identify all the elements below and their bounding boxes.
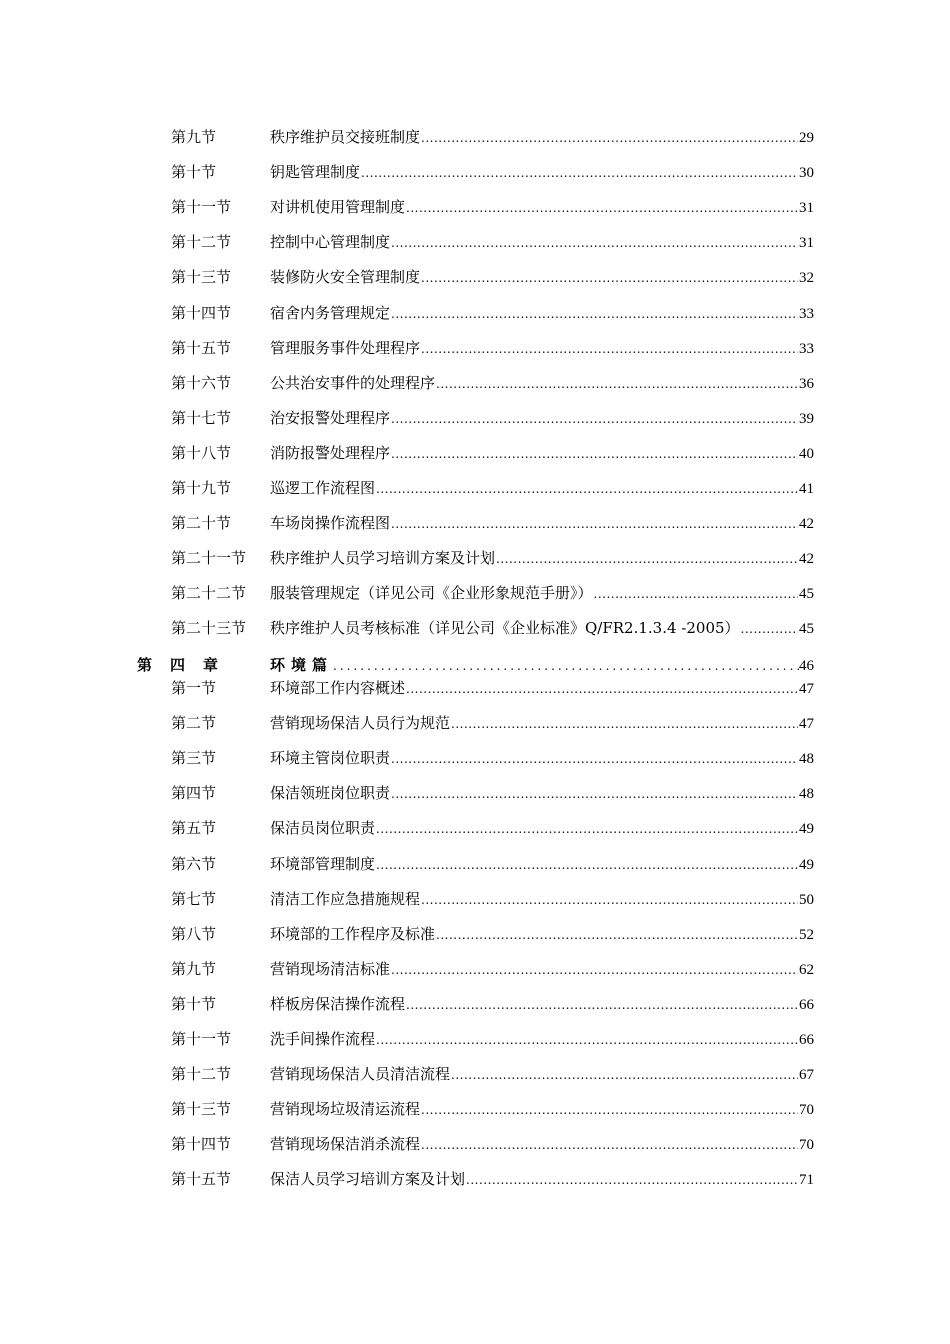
toc-entry[interactable] (171, 712, 814, 734)
page-number: 41 (799, 481, 814, 497)
page-number: 47 (799, 716, 814, 733)
page-number: 67 (799, 1067, 814, 1084)
chapter-number: 第四章 (137, 656, 237, 674)
dot-leader (391, 783, 798, 805)
section-number: 第二十二节 (171, 584, 247, 603)
toc-entry[interactable] (171, 958, 814, 980)
section-title: 环境部的工作程序及标准 (270, 924, 436, 943)
page-number: 32 (799, 270, 814, 287)
toc-entry[interactable] (171, 923, 814, 945)
dot-leader (741, 618, 798, 640)
section-number: 第十三节 (171, 1100, 232, 1119)
section-title: 营销现场保洁人员行为规范 (270, 714, 451, 733)
section-title: 服装管理规定（详见公司《企业形象规范手册》） (270, 584, 593, 603)
section-title: 对讲机使用管理制度 (270, 198, 406, 217)
chapter-title: 环境篇 (270, 656, 334, 674)
dot-leader (376, 1029, 798, 1051)
dot-leader (594, 583, 798, 605)
page-number: 33 (799, 305, 814, 322)
toc-entry[interactable] (171, 1168, 814, 1190)
page-number: 42 (799, 551, 814, 568)
section-title: 保洁人员学习培训方案及计划 (270, 1170, 466, 1189)
section-number: 第二十三节 (171, 619, 247, 638)
dot-leader (391, 748, 798, 770)
section-title: 管理服务事件处理程序 (270, 338, 421, 357)
dot-leader (391, 303, 798, 325)
toc-entry[interactable] (171, 993, 814, 1015)
dot-leader (391, 408, 798, 430)
page-number: 40 (799, 445, 814, 462)
dot-leader (376, 854, 798, 876)
dot-leader (451, 713, 798, 735)
page-number: 45 (799, 621, 814, 638)
section-number: 第五节 (171, 819, 217, 838)
section-title: 控制中心管理制度 (270, 233, 391, 252)
section-number: 第十一节 (171, 198, 232, 217)
section-number: 第十四节 (171, 303, 232, 322)
section-title: 保洁领班岗位职责 (270, 784, 391, 803)
toc-entry[interactable] (171, 888, 814, 910)
dot-leader (333, 655, 799, 677)
toc-entry[interactable] (171, 1028, 814, 1050)
page-number: 48 (799, 751, 814, 768)
dot-leader (391, 513, 798, 535)
dot-leader (421, 338, 798, 360)
toc-entry[interactable] (171, 617, 814, 639)
toc-chapter-heading[interactable] (137, 654, 814, 676)
toc-entry[interactable] (171, 161, 814, 183)
section-title: 装修防火安全管理制度 (270, 268, 421, 287)
page-number: 50 (799, 891, 814, 908)
section-number: 第十五节 (171, 338, 232, 357)
section-number: 第十六节 (171, 373, 232, 392)
dot-leader (436, 373, 798, 395)
dot-leader (391, 232, 798, 254)
dot-leader (376, 478, 798, 500)
section-number: 第十二节 (171, 1065, 232, 1084)
section-number: 第二十节 (171, 514, 232, 533)
dot-leader (421, 1134, 798, 1156)
section-title: 环境部管理制度 (270, 854, 376, 873)
section-number: 第十七节 (171, 408, 232, 427)
section-title: 巡逻工作流程图 (270, 479, 376, 497)
dot-leader (406, 678, 798, 700)
toc-entry[interactable] (171, 302, 814, 324)
section-title: 营销现场保洁消杀流程 (270, 1135, 421, 1154)
page-number: 31 (799, 235, 814, 252)
section-title: 洗手间操作流程 (270, 1030, 376, 1048)
section-title: 营销现场垃圾清运流程 (270, 1100, 421, 1119)
section-number: 第一节 (171, 679, 217, 697)
toc-entry[interactable] (171, 677, 814, 699)
section-number: 第九节 (171, 959, 217, 978)
toc-entry[interactable] (171, 547, 814, 569)
section-number: 第六节 (171, 854, 217, 873)
section-title: 钥匙管理制度 (270, 163, 361, 182)
page-number: 52 (799, 926, 814, 943)
page-number: 36 (799, 375, 814, 392)
toc-entry[interactable] (171, 853, 814, 875)
toc-entry[interactable] (171, 337, 814, 359)
page-number: 49 (799, 856, 814, 873)
page-number: 70 (799, 1102, 814, 1119)
page-number: 62 (799, 961, 814, 978)
page-number: 29 (799, 130, 814, 146)
page-number: 66 (799, 1032, 814, 1048)
dot-leader (406, 994, 798, 1016)
section-number: 第十一节 (171, 1030, 232, 1048)
section-number: 第十五节 (171, 1170, 232, 1189)
toc-entry[interactable] (171, 512, 814, 534)
toc-entry[interactable] (171, 747, 814, 769)
section-title: 清洁工作应急措施规程 (270, 889, 421, 908)
dot-leader (406, 197, 798, 219)
page-number: 31 (799, 200, 814, 217)
toc-entry[interactable] (171, 196, 814, 218)
toc-entry[interactable] (171, 1098, 814, 1120)
toc-entry[interactable] (171, 1063, 814, 1085)
section-title: 保洁员岗位职责 (270, 819, 376, 838)
section-title: 消防报警处理程序 (270, 443, 391, 462)
toc-entry[interactable] (171, 126, 814, 148)
dot-leader (361, 162, 798, 184)
section-number: 第三节 (171, 749, 217, 768)
section-number: 第七节 (171, 889, 217, 908)
toc-entry[interactable] (171, 407, 814, 429)
page-number: 70 (799, 1137, 814, 1154)
toc-entry[interactable] (171, 817, 814, 839)
dot-leader (421, 127, 798, 149)
toc-entry[interactable] (171, 1133, 814, 1155)
dot-leader (421, 1099, 798, 1121)
toc-entry[interactable] (171, 582, 814, 604)
page-number: 39 (799, 410, 814, 427)
page-number: 46 (799, 658, 814, 674)
dot-leader (421, 267, 798, 289)
section-number: 第十八节 (171, 443, 232, 462)
section-number: 第十节 (171, 163, 217, 182)
dot-leader (451, 1064, 798, 1086)
section-title: 宿舍内务管理规定 (270, 303, 391, 322)
dot-leader (466, 1169, 798, 1191)
dot-leader (391, 443, 798, 465)
page-number: 33 (799, 340, 814, 357)
dot-leader (496, 548, 798, 570)
section-title: 秩序维护员交接班制度 (270, 128, 421, 146)
section-number: 第二节 (171, 714, 217, 733)
toc-entry[interactable] (171, 442, 814, 464)
page-number: 42 (799, 516, 814, 533)
page-number: 48 (799, 786, 814, 803)
section-number: 第十二节 (171, 233, 232, 252)
section-title: 营销现场清洁标准 (270, 959, 391, 978)
section-number: 第二十一节 (171, 549, 247, 568)
page-number: 71 (799, 1172, 814, 1189)
toc-entry[interactable] (171, 372, 814, 394)
section-title: 样板房保洁操作流程 (270, 994, 406, 1013)
dot-leader (436, 924, 798, 946)
section-title: 环境主管岗位职责 (270, 749, 391, 768)
dot-leader (421, 889, 798, 911)
section-number: 第九节 (171, 128, 217, 146)
section-title: 公共治安事件的处理程序 (270, 373, 436, 392)
section-number: 第十三节 (171, 268, 232, 287)
section-title: 环境部工作内容概述 (270, 679, 406, 697)
page-number: 49 (799, 821, 814, 838)
toc-entry[interactable] (171, 782, 814, 804)
section-number: 第十九节 (171, 479, 232, 497)
toc-entry[interactable] (171, 231, 814, 253)
dot-leader (391, 959, 798, 981)
page-number: 45 (799, 586, 814, 603)
section-title: 车场岗操作流程图 (270, 514, 391, 533)
section-title: 秩序维护人员学习培训方案及计划 (270, 549, 496, 568)
page-number: 47 (799, 681, 814, 697)
section-number: 第八节 (171, 924, 217, 943)
page-number: 66 (799, 996, 814, 1013)
section-title: 治安报警处理程序 (270, 408, 391, 427)
dot-leader (376, 818, 798, 840)
section-number: 第十节 (171, 994, 217, 1013)
section-number: 第四节 (171, 784, 217, 803)
page-number: 30 (799, 165, 814, 182)
section-title: 营销现场保洁人员清洁流程 (270, 1065, 451, 1084)
toc-entry[interactable] (171, 477, 814, 499)
toc-entry[interactable] (171, 266, 814, 288)
section-number: 第十四节 (171, 1135, 232, 1154)
section-title: 秩序维护人员考核标准（详见公司《企业标准》Q/FR2.1.3.4 -2005） (270, 619, 740, 638)
